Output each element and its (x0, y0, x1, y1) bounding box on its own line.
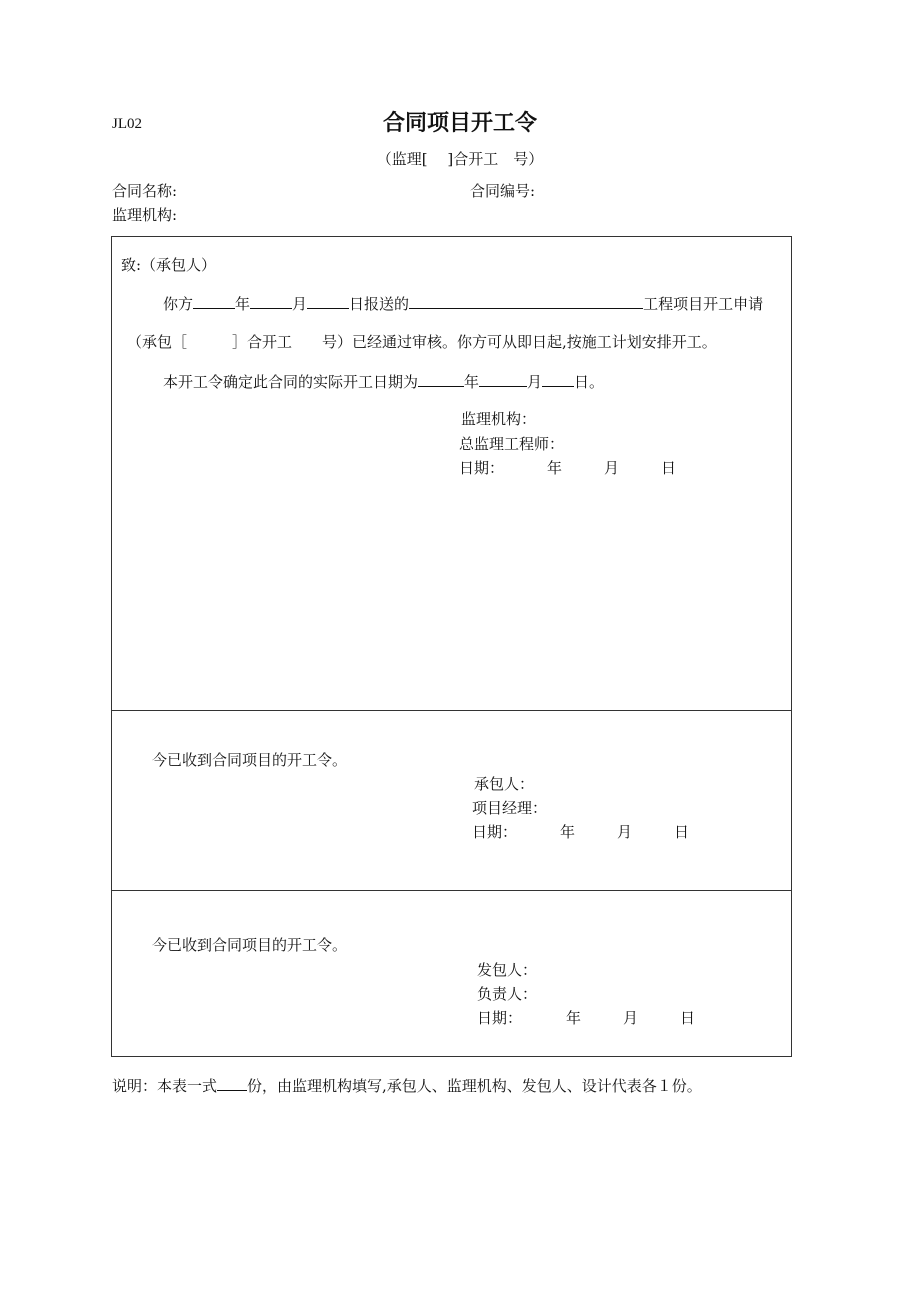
start-day-blank (542, 370, 574, 387)
start-date-lead: 本开工令确定此合同的实际开工日期为 (163, 373, 419, 391)
application-line (163, 292, 763, 314)
section3-date-day: 日 (680, 1009, 696, 1027)
contractor-sign: 承包人： (474, 775, 535, 793)
section1-date-year: 年 (547, 459, 563, 477)
year-blank (193, 292, 235, 309)
form-code: JL02 (112, 116, 142, 132)
employer-receipt-section (111, 890, 792, 1057)
employer-received-text: 今已收到合同项目的开工令。 (152, 936, 348, 954)
application-year: 年 (235, 295, 251, 313)
start-month: 月 (527, 373, 543, 391)
section1-date-label: 日期： (459, 459, 505, 477)
section3-date-label: 日期： (477, 1009, 523, 1027)
project-name-blank (409, 292, 643, 309)
start-year: 年 (464, 373, 480, 391)
section3-date-year: 年 (566, 1009, 582, 1027)
contractor-received-text: 今已收到合同项目的开工令。 (152, 751, 348, 769)
section2-date-label: 日期： (472, 823, 518, 841)
start-year-blank (418, 370, 464, 387)
start-day: 日。 (574, 373, 605, 391)
copies-blank (217, 1074, 247, 1091)
footer-lead: 说明：本表一式 (112, 1077, 218, 1095)
day-blank (307, 292, 349, 309)
supervisor-org-label: 监理机构: (112, 206, 178, 224)
contract-name-label: 合同名称: (112, 182, 178, 200)
application-day: 日报送的 (349, 295, 410, 313)
application-tail: 工程项目开工申请 (643, 295, 764, 313)
month-blank (250, 292, 292, 309)
footer-tail: 份，由监理机构填写,承包人、监理机构、发包人、设计代表各１份。 (247, 1077, 702, 1095)
chief-engineer-sign: 总监理工程师： (459, 435, 565, 453)
responsible-person-sign: 负责人： (477, 985, 538, 1003)
contract-number-label: 合同编号: (470, 182, 536, 200)
start-month-blank (479, 370, 527, 387)
application-lead: 你方 (163, 295, 194, 313)
approval-line: （承包［ ］合开工 号）已经通过审核。你方可从即日起,按施工计划安排开工。 (127, 333, 717, 351)
footer-note (112, 1074, 702, 1096)
start-date-line (163, 370, 604, 392)
section1-date-month: 月 (604, 459, 620, 477)
section1-date-day: 日 (661, 459, 677, 477)
section2-date-month: 月 (617, 823, 633, 841)
section2-date-day: 日 (674, 823, 690, 841)
section3-date-month: 月 (623, 1009, 639, 1027)
supervisor-org-sign: 监理机构： (461, 410, 537, 428)
page-title: 合同项目开工令 (382, 111, 537, 136)
application-month: 月 (292, 295, 308, 313)
section2-date-year: 年 (560, 823, 576, 841)
contractor-receipt-section (111, 710, 792, 891)
employer-sign: 发包人： (477, 961, 538, 979)
project-manager-sign: 项目经理： (472, 799, 548, 817)
recipient-line: 致:（承包人） (121, 256, 217, 274)
page-subtitle: （监理[ ]合开工 号） (376, 150, 544, 168)
